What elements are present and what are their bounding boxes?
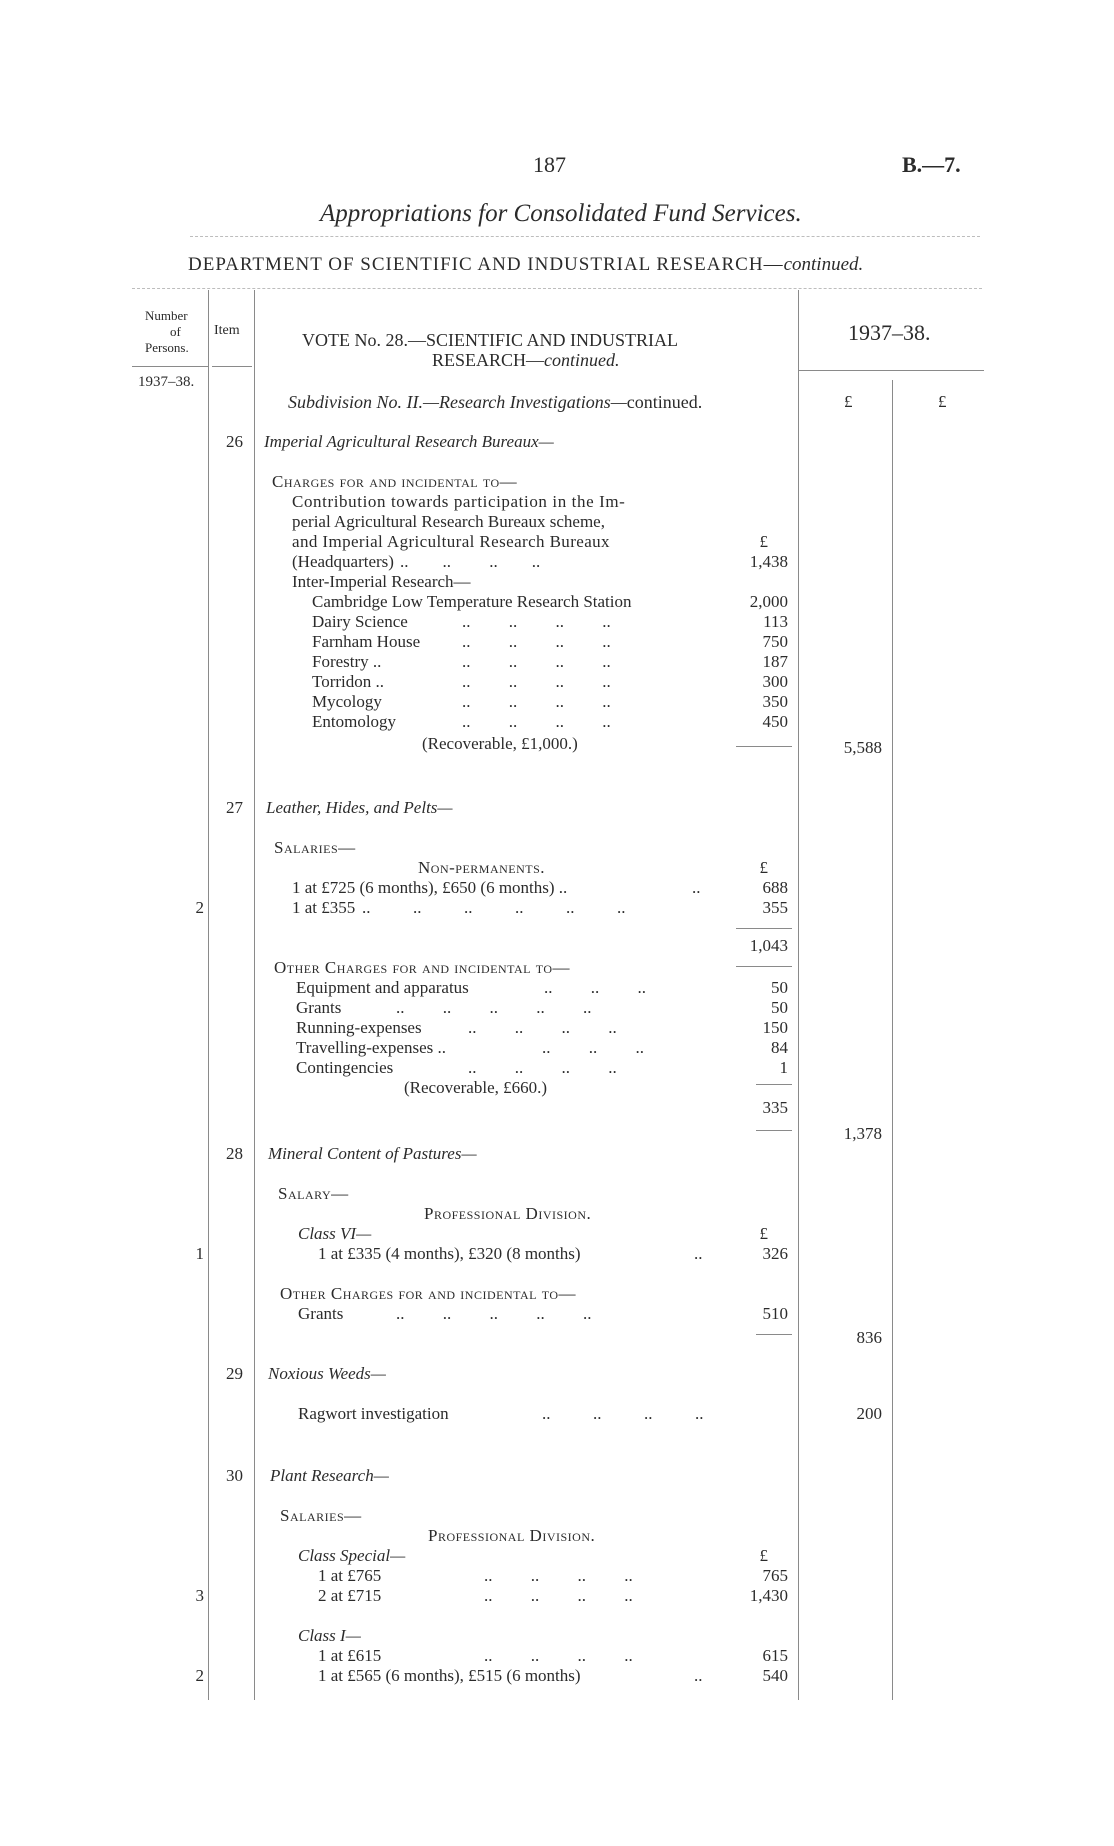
item-27-subtotal: 1,043 <box>749 936 788 955</box>
item-27-row-value: 50 <box>771 978 788 997</box>
item-27-row <box>296 998 592 1018</box>
item-30-special-row <box>318 1586 633 1606</box>
item-26-row-label: Mycology <box>312 692 382 711</box>
subdivision-heading <box>288 392 702 413</box>
detail-column-rule <box>798 290 799 1700</box>
persons-heading-3: Persons. <box>145 340 189 355</box>
item-27-row <box>296 1038 644 1058</box>
title-rule <box>190 236 980 237</box>
item-26-row <box>312 692 611 712</box>
item-26-row-label: Torridon .. <box>312 672 384 691</box>
leader-dots: .. <box>692 878 701 897</box>
vote-heading-continued: continued. <box>544 350 620 370</box>
item-27-pound: £ <box>759 858 768 877</box>
page-number: 187 <box>533 152 566 177</box>
vote-heading-2-text: RESEARCH— <box>432 350 545 370</box>
item-26-contrib-4-text: (Headquarters) <box>292 552 394 571</box>
item-27-heading: Leather, Hides, and Pelts— <box>266 798 453 817</box>
item-28-pound: £ <box>759 1224 768 1243</box>
item-30-pound: £ <box>759 1546 768 1565</box>
leader-dots: .. .. .. .. <box>462 652 611 671</box>
item-26-row <box>312 652 611 672</box>
item-27-recoverable: (Recoverable, £660.) <box>404 1078 548 1097</box>
leader-dots: .. .. .. <box>542 1038 644 1057</box>
vote-heading-1: VOTE No. 28.—SCIENTIFIC AND INDUSTRIAL <box>302 330 678 350</box>
item-26-row-value: 350 <box>762 692 788 711</box>
leader-dots: .. <box>694 1244 703 1263</box>
item-26-total: 5,588 <box>843 738 882 757</box>
item-26-cambridge: Cambridge Low Temperature Research Station <box>312 592 632 611</box>
item-27-other-rule <box>756 1084 792 1085</box>
item-30-division: Professional Division. <box>428 1526 596 1545</box>
item-30-persons-special: 3 <box>195 1586 204 1605</box>
item-27-subtotal-rule-2 <box>736 966 792 967</box>
item-27-nonpermanents: Non-permanents. <box>418 858 546 877</box>
item-26-charges: Charges for and incidental to— <box>272 472 518 491</box>
item-26-inter: Inter-Imperial Research— <box>292 572 471 591</box>
item-27-number: 27 <box>226 798 243 817</box>
item-28-row-label: 1 at £335 (4 months), £320 (8 months) <box>318 1244 581 1263</box>
leader-dots: .. .. .. .. .. .. <box>362 898 626 917</box>
item-27-row-value: 50 <box>771 998 788 1017</box>
item-26-row-value: 450 <box>762 712 788 731</box>
item-28-total: 836 <box>856 1328 882 1347</box>
year-heading: 1937–38. <box>848 320 931 345</box>
item-27-row <box>296 1018 617 1038</box>
item-26-cambridge-value: 2,000 <box>749 592 788 611</box>
item-26-row <box>312 672 611 692</box>
item-29-row-label: Ragwort investigation <box>298 1404 449 1423</box>
item-29-row <box>298 1404 704 1424</box>
item-30-number: 30 <box>226 1466 243 1485</box>
subdivision-continued: continued. <box>626 392 703 412</box>
leader-dots: .. .. .. .. <box>462 612 611 631</box>
item-27-row-2-value: 355 <box>762 898 788 917</box>
item-27-row-1-label: 1 at £725 (6 months), £650 (6 months) .. <box>292 878 568 897</box>
leader-dots: .. <box>694 1666 703 1685</box>
item-27-row-1-value: 688 <box>762 878 788 897</box>
total-column-rule <box>892 380 893 1700</box>
item-30-class-i: Class I— <box>298 1626 361 1645</box>
item-27-row-label: Running-expenses <box>296 1018 422 1037</box>
item-30-class-i-row-value: 540 <box>762 1666 788 1685</box>
document-ref: B.—7. <box>902 152 961 177</box>
leader-dots: .. .. .. .. .. <box>396 998 592 1017</box>
leader-dots: .. .. .. .. <box>484 1646 633 1665</box>
item-29-heading: Noxious Weeds— <box>268 1364 386 1383</box>
item-26-contrib-4 <box>292 552 541 572</box>
item-27-row <box>296 978 646 998</box>
item-28-salary: Salary— <box>278 1184 349 1203</box>
leader-dots: .. .. .. .. <box>400 552 541 571</box>
item-30-class-i-row <box>318 1666 703 1686</box>
item-30-class-special: Class Special— <box>298 1546 406 1565</box>
item-30-class-i-row-value: 615 <box>762 1646 788 1665</box>
leader-dots: .. .. .. .. <box>484 1586 633 1605</box>
item-30-class-i-row-label: 1 at £615 <box>318 1646 382 1665</box>
item-26-row-value: 300 <box>762 672 788 691</box>
item-30-persons-class-i: 2 <box>195 1666 204 1685</box>
item-26-contrib-2: perial Agricultural Research Bureaux scheme, <box>292 512 605 531</box>
item-26-contrib-pound: £ <box>759 532 768 551</box>
leader-dots: .. .. .. .. .. <box>396 1304 592 1323</box>
pound-sign-col-b: £ <box>938 392 947 411</box>
year-header-rule <box>798 370 984 371</box>
vote-heading-2 <box>432 350 620 371</box>
item-30-special-row-value: 765 <box>762 1566 788 1585</box>
item-27-row-label: Contingencies <box>296 1058 394 1077</box>
item-30-special-row-value: 1,430 <box>749 1586 788 1605</box>
item-27-total-rule <box>756 1130 792 1131</box>
department-name: DEPARTMENT OF SCIENTIFIC AND INDUSTRIAL RESEARCH— <box>188 254 784 275</box>
item-30-class-i-row-label: 1 at £565 (6 months), £515 (6 months) <box>318 1666 581 1685</box>
item-30-special-row-label: 1 at £765 <box>318 1566 382 1585</box>
item-28-rule <box>756 1334 792 1335</box>
subdivision-label: Subdivision No. II.—Research Investigations— <box>288 392 627 412</box>
item-27-row <box>296 1058 617 1078</box>
page-title: Appropriations for Consolidated Fund Services. <box>320 200 802 227</box>
item-28-class: Class VI— <box>298 1224 372 1243</box>
leader-dots: .. .. .. .. <box>542 1404 704 1423</box>
item-28-row-value: 326 <box>762 1244 788 1263</box>
leader-dots: .. .. .. <box>544 978 646 997</box>
item-27-row-1 <box>292 878 701 898</box>
item-26-number: 26 <box>226 432 243 451</box>
leader-dots: .. .. .. .. <box>462 632 611 651</box>
item-26-row-label: Farnham House <box>312 632 421 651</box>
item-30-salaries: Salaries— <box>280 1506 362 1525</box>
leader-dots: .. .. .. .. <box>462 712 611 731</box>
item-27-row-2-label: 1 at £355 <box>292 898 356 917</box>
item-column-rule <box>254 290 255 1700</box>
item-28-grants <box>298 1304 592 1324</box>
item-28-grants-label: Grants <box>298 1304 344 1323</box>
item-30-heading: Plant Research— <box>270 1466 389 1485</box>
leader-dots: .. .. .. .. <box>462 692 611 711</box>
leader-dots: .. .. .. .. <box>462 672 611 691</box>
item-27-row-value: 1 <box>779 1058 788 1077</box>
item-26-heading: Imperial Agricultural Research Bureaux— <box>264 432 554 451</box>
item-27-total: 1,378 <box>843 1124 882 1143</box>
leader-dots: .. .. .. .. <box>484 1566 633 1585</box>
item-26-row-value: 113 <box>763 612 788 631</box>
persons-header-rule <box>132 366 208 367</box>
persons-column-rule <box>208 290 209 1700</box>
item-27-row-label: Travelling-expenses .. <box>296 1038 446 1057</box>
item-28-persons: 1 <box>195 1244 204 1263</box>
item-27-salaries: Salaries— <box>274 838 356 857</box>
item-27-persons: 2 <box>195 898 204 917</box>
item-29-number: 29 <box>226 1364 243 1383</box>
item-26-row-label: Dairy Science <box>312 612 408 631</box>
item-26-contrib-1: Contribution towards participation in the Im- <box>292 492 626 511</box>
item-header-rule <box>212 366 252 367</box>
item-28-heading: Mineral Content of Pastures— <box>268 1144 477 1163</box>
item-30-class-i-row <box>318 1646 633 1666</box>
item-27-row-value: 150 <box>762 1018 788 1037</box>
persons-year: 1937–38. <box>138 374 195 390</box>
item-27-row-value: 84 <box>771 1038 788 1057</box>
pound-sign-col-a: £ <box>844 392 853 411</box>
item-28-other: Other Charges for and incidental to— <box>280 1284 577 1303</box>
department-heading <box>188 254 863 276</box>
item-27-row-label: Grants <box>296 998 342 1017</box>
item-26-contrib-3: and Imperial Agricultural Research Bureaux <box>292 532 610 551</box>
leader-dots: .. .. .. .. <box>468 1018 617 1037</box>
item-26-row <box>312 632 611 652</box>
item-28-row <box>318 1244 703 1264</box>
item-26-recoverable: (Recoverable, £1,000.) <box>422 734 578 753</box>
item-30-special-row <box>318 1566 633 1586</box>
persons-heading-2: of <box>170 324 181 339</box>
item-26-row <box>312 712 611 732</box>
item-26-sum-rule <box>736 746 792 747</box>
item-28-number: 28 <box>226 1144 243 1163</box>
table-top-rule <box>132 288 982 289</box>
leader-dots: .. .. .. .. <box>468 1058 617 1077</box>
department-continued: continued. <box>783 254 864 275</box>
item-28-grants-value: 510 <box>762 1304 788 1323</box>
item-26-row <box>312 612 611 632</box>
item-30-special-row-label: 2 at £715 <box>318 1586 382 1605</box>
persons-heading-1: Number <box>145 308 188 323</box>
item-26-row-value: 750 <box>762 632 788 651</box>
item-27-other-total: 335 <box>762 1098 788 1117</box>
item-28-division: Professional Division. <box>424 1204 592 1223</box>
item-27-row-label: Equipment and apparatus <box>296 978 469 997</box>
item-heading: Item <box>214 323 240 338</box>
item-27-other: Other Charges for and incidental to— <box>274 958 571 977</box>
item-27-row-2 <box>292 898 626 918</box>
item-29-total: 200 <box>856 1404 882 1423</box>
item-26-contrib-value: 1,438 <box>749 552 788 571</box>
item-26-row-label: Forestry .. <box>312 652 382 671</box>
item-26-row-label: Entomology <box>312 712 397 731</box>
item-26-row-value: 187 <box>762 652 788 671</box>
item-27-subtotal-rule <box>736 928 792 929</box>
